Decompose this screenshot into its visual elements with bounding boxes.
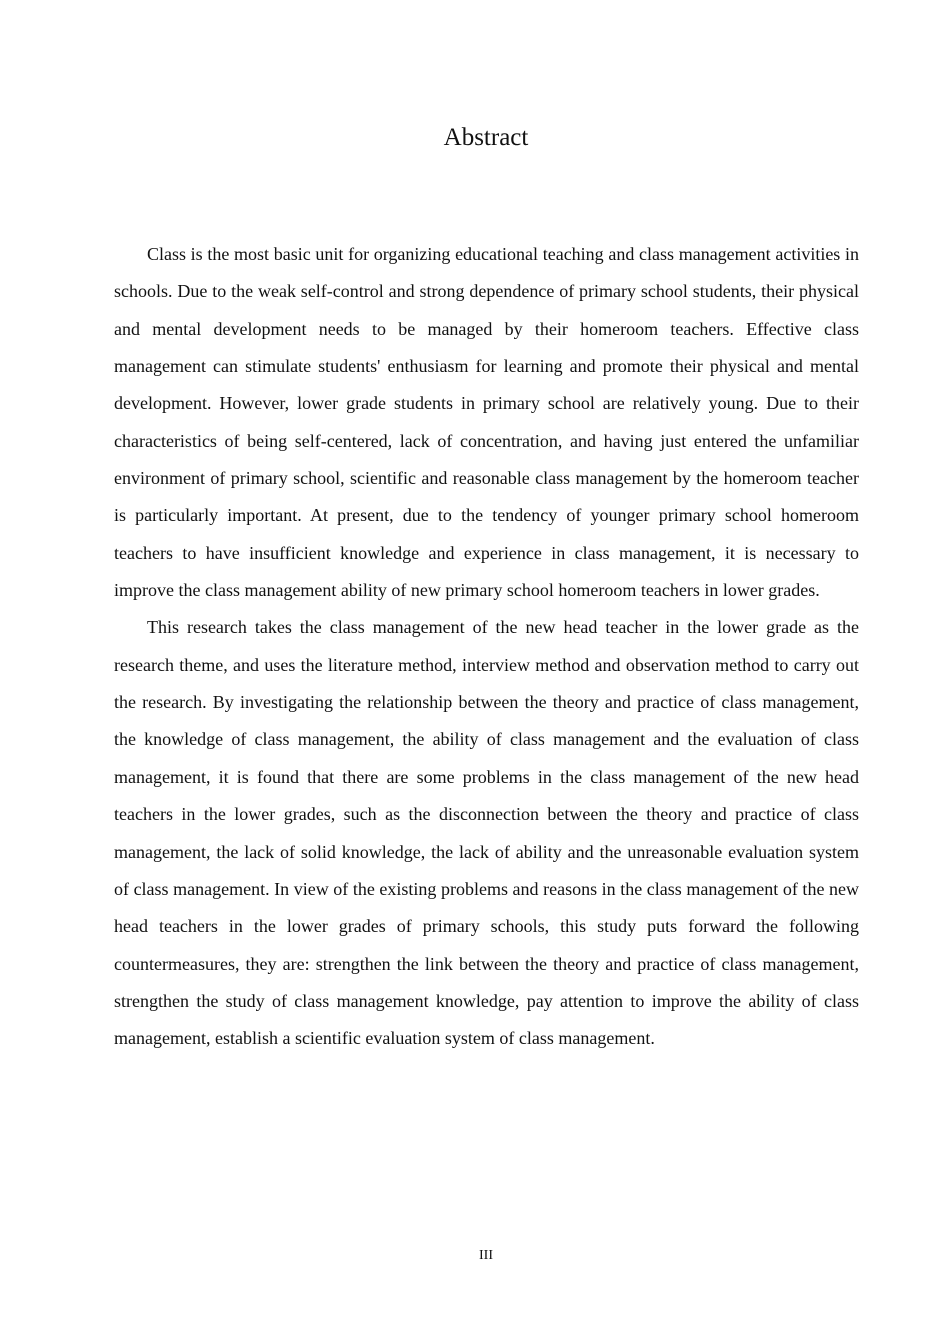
abstract-paragraph-1: Class is the most basic unit for organizing educational teaching and class management activities in schools. Due to the weak self-control and strong dependence of primary school students, their physical and mental development needs to be managed by their homeroom teachers. Effective class management can stimulate students' enthusiasm for learning and promote their physical and mental development. However, lower grade students in primary school are relatively young. Due to their characteristics of being self-centered, lack of concentration, and having just entered the unfamiliar environment of primary school, scientific and reasonable class management by the homeroom teacher is particularly important. At present, due to the tendency of younger primary school homeroom teachers to have insufficient knowledge and experience in class management, it is necessary to improve the class management ability of new primary school homeroom teachers in lower grades. (114, 244, 859, 601)
abstract-body (114, 236, 859, 1058)
abstract-title: Abstract (443, 124, 529, 151)
page-number: III (479, 1248, 493, 1263)
abstract-paragraph-2: This research takes the class management of the new head teacher in the lower grade as the research theme, and uses the literature method, interview method and observation method to carry out the research. By investigating the relationship between the theory and practice of class management, the knowledge of class management, the ability of class management and the evaluation of class management, it is found that there are some problems in the class management of the new head teachers in the lower grades, such as the disconnection between the theory and practice of class management, the lack of solid knowledge, the lack of ability and the unreasonable evaluation system of class management. In view of the existing problems and reasons in the class management of the new head teachers in the lower grades of primary schools, this study puts forward the following countermeasures, they are: strengthen the link between the theory and practice of class management, strengthen the study of class management knowledge, pay attention to improve the ability of class management, establish a scientific evaluation system of class management. (114, 617, 859, 1049)
